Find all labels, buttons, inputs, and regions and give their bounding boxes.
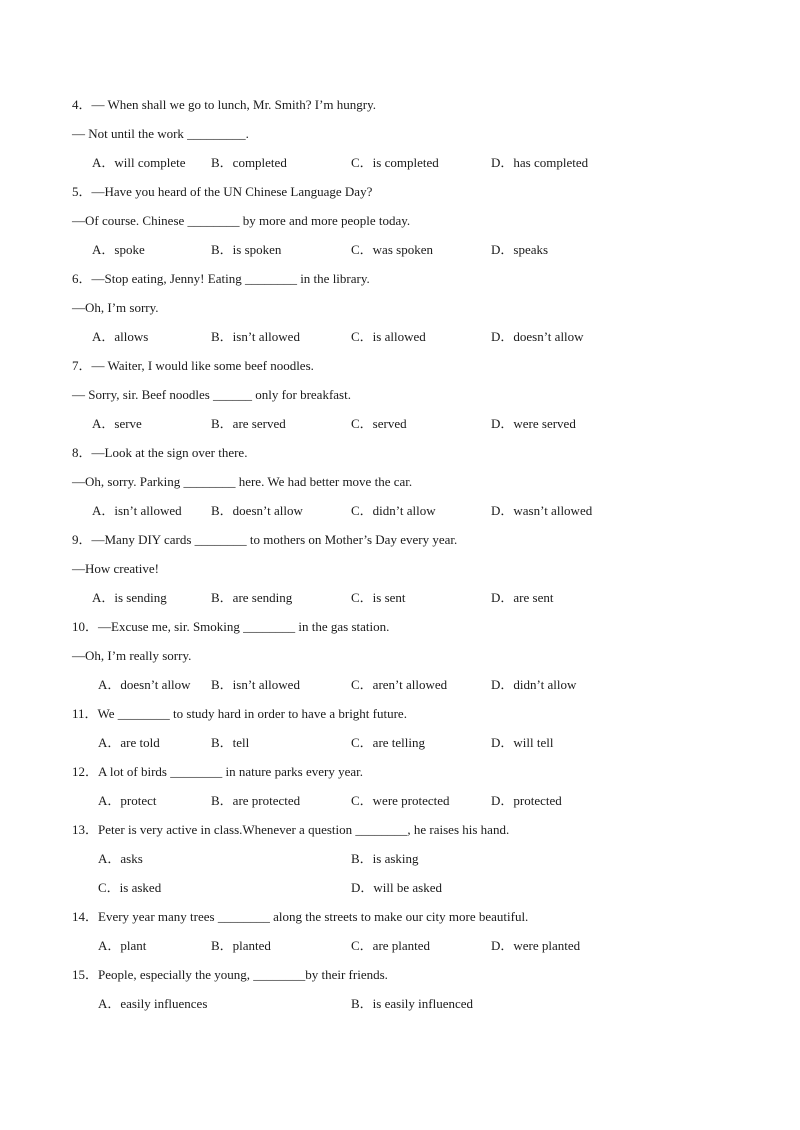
- option-c: C．is sent: [351, 590, 406, 605]
- option-d: D．will be asked: [351, 880, 442, 895]
- question-8-response: —Oh, sorry. Parking ________ here. We had better move the car.: [72, 474, 413, 489]
- option-b: B．are protected: [211, 793, 301, 808]
- option-a: A．are told: [98, 735, 160, 750]
- option-b: B．isn’t allowed: [211, 677, 300, 692]
- question-13-text: 13．Peter is very active in class.Whenever a question ________, he raises his hand.: [72, 822, 510, 837]
- option-d: D．speaks: [491, 242, 549, 257]
- option-c: C．served: [351, 416, 407, 431]
- option-b: B．are sending: [211, 590, 293, 605]
- question-10-response: —Oh, I’m really sorry.: [72, 648, 192, 663]
- option-a: A．protect: [98, 793, 157, 808]
- option-a: A．serve: [92, 416, 142, 431]
- option-c: C．didn’t allow: [351, 503, 436, 518]
- option-a: A．isn’t allowed: [92, 503, 182, 518]
- question-9-text: 9．—Many DIY cards ________ to mothers on Mother’s Day every year.: [72, 532, 458, 547]
- option-b: B．tell: [211, 735, 250, 750]
- option-d: D．wasn’t allowed: [491, 503, 593, 518]
- option-b: B．is easily influenced: [351, 996, 474, 1011]
- option-d: D．were planted: [491, 938, 581, 953]
- option-d: D．has completed: [491, 155, 589, 170]
- question-5-options: [0, 242, 800, 258]
- option-c: C．are planted: [351, 938, 431, 953]
- option-a: A．allows: [92, 329, 149, 344]
- question-8-options: [0, 503, 800, 519]
- question-4-options: [0, 155, 800, 171]
- option-a: A．spoke: [92, 242, 145, 257]
- option-d: D．didn’t allow: [491, 677, 577, 692]
- question-7-text: 7．— Waiter, I would like some beef noodles.: [72, 358, 314, 373]
- option-b: B．are served: [211, 416, 286, 431]
- question-13-options-row-2: [0, 880, 800, 896]
- option-b: B．isn’t allowed: [211, 329, 300, 344]
- option-c: C．were protected: [351, 793, 450, 808]
- option-d: D．protected: [491, 793, 562, 808]
- question-11-text: 11．We ________ to study hard in order to have a bright future.: [72, 706, 407, 721]
- question-14-options: [0, 938, 800, 954]
- option-d: D．doesn’t allow: [491, 329, 584, 344]
- question-6-options: [0, 329, 800, 345]
- option-a: A．will complete: [92, 155, 186, 170]
- question-5-text: 5．—Have you heard of the UN Chinese Language Day?: [72, 184, 373, 199]
- question-12-options: [0, 793, 800, 809]
- question-7-response: — Sorry, sir. Beef noodles ______ only for breakfast.: [72, 387, 351, 402]
- question-4-text: 4．— When shall we go to lunch, Mr. Smith? I’m hungry.: [72, 97, 377, 112]
- question-5-response: —Of course. Chinese ________ by more and more people today.: [72, 213, 411, 228]
- option-b: B．is asking: [351, 851, 419, 866]
- option-d: D．are sent: [491, 590, 554, 605]
- question-13-options-row-1: [0, 851, 800, 867]
- question-12-text: 12．A lot of birds ________ in nature parks every year.: [72, 764, 363, 779]
- question-6-text: 6．—Stop eating, Jenny! Eating ________ in the library.: [72, 271, 370, 286]
- option-a: A．plant: [98, 938, 147, 953]
- option-a: A．asks: [98, 851, 143, 866]
- question-7-options: [0, 416, 800, 432]
- question-14-text: 14．Every year many trees ________ along the streets to make our city more beautiful.: [72, 909, 529, 924]
- question-15-text: 15．People, especially the young, ________by their friends.: [72, 967, 388, 982]
- question-15-options: [0, 996, 800, 1012]
- question-4-response: — Not until the work _________.: [72, 126, 249, 141]
- option-c: C．is asked: [98, 880, 162, 895]
- option-b: B．planted: [211, 938, 271, 953]
- option-b: B．is spoken: [211, 242, 282, 257]
- question-6-response: —Oh, I’m sorry.: [72, 300, 159, 315]
- option-c: C．is allowed: [351, 329, 426, 344]
- question-10-text: 10．—Excuse me, sir. Smoking ________ in the gas station.: [72, 619, 390, 634]
- option-c: C．aren’t allowed: [351, 677, 448, 692]
- option-a: A．is sending: [92, 590, 167, 605]
- question-11-options: [0, 735, 800, 751]
- question-10-options: [0, 677, 800, 693]
- option-c: C．are telling: [351, 735, 426, 750]
- option-c: C．was spoken: [351, 242, 433, 257]
- option-a: A．easily influences: [98, 996, 208, 1011]
- option-d: D．were served: [491, 416, 576, 431]
- option-b: B．completed: [211, 155, 287, 170]
- option-b: B．doesn’t allow: [211, 503, 303, 518]
- question-8-text: 8．—Look at the sign over there.: [72, 445, 248, 460]
- question-9-options: [0, 590, 800, 606]
- option-c: C．is completed: [351, 155, 439, 170]
- option-d: D．will tell: [491, 735, 554, 750]
- question-9-response: —How creative!: [72, 561, 159, 576]
- option-a: A．doesn’t allow: [98, 677, 191, 692]
